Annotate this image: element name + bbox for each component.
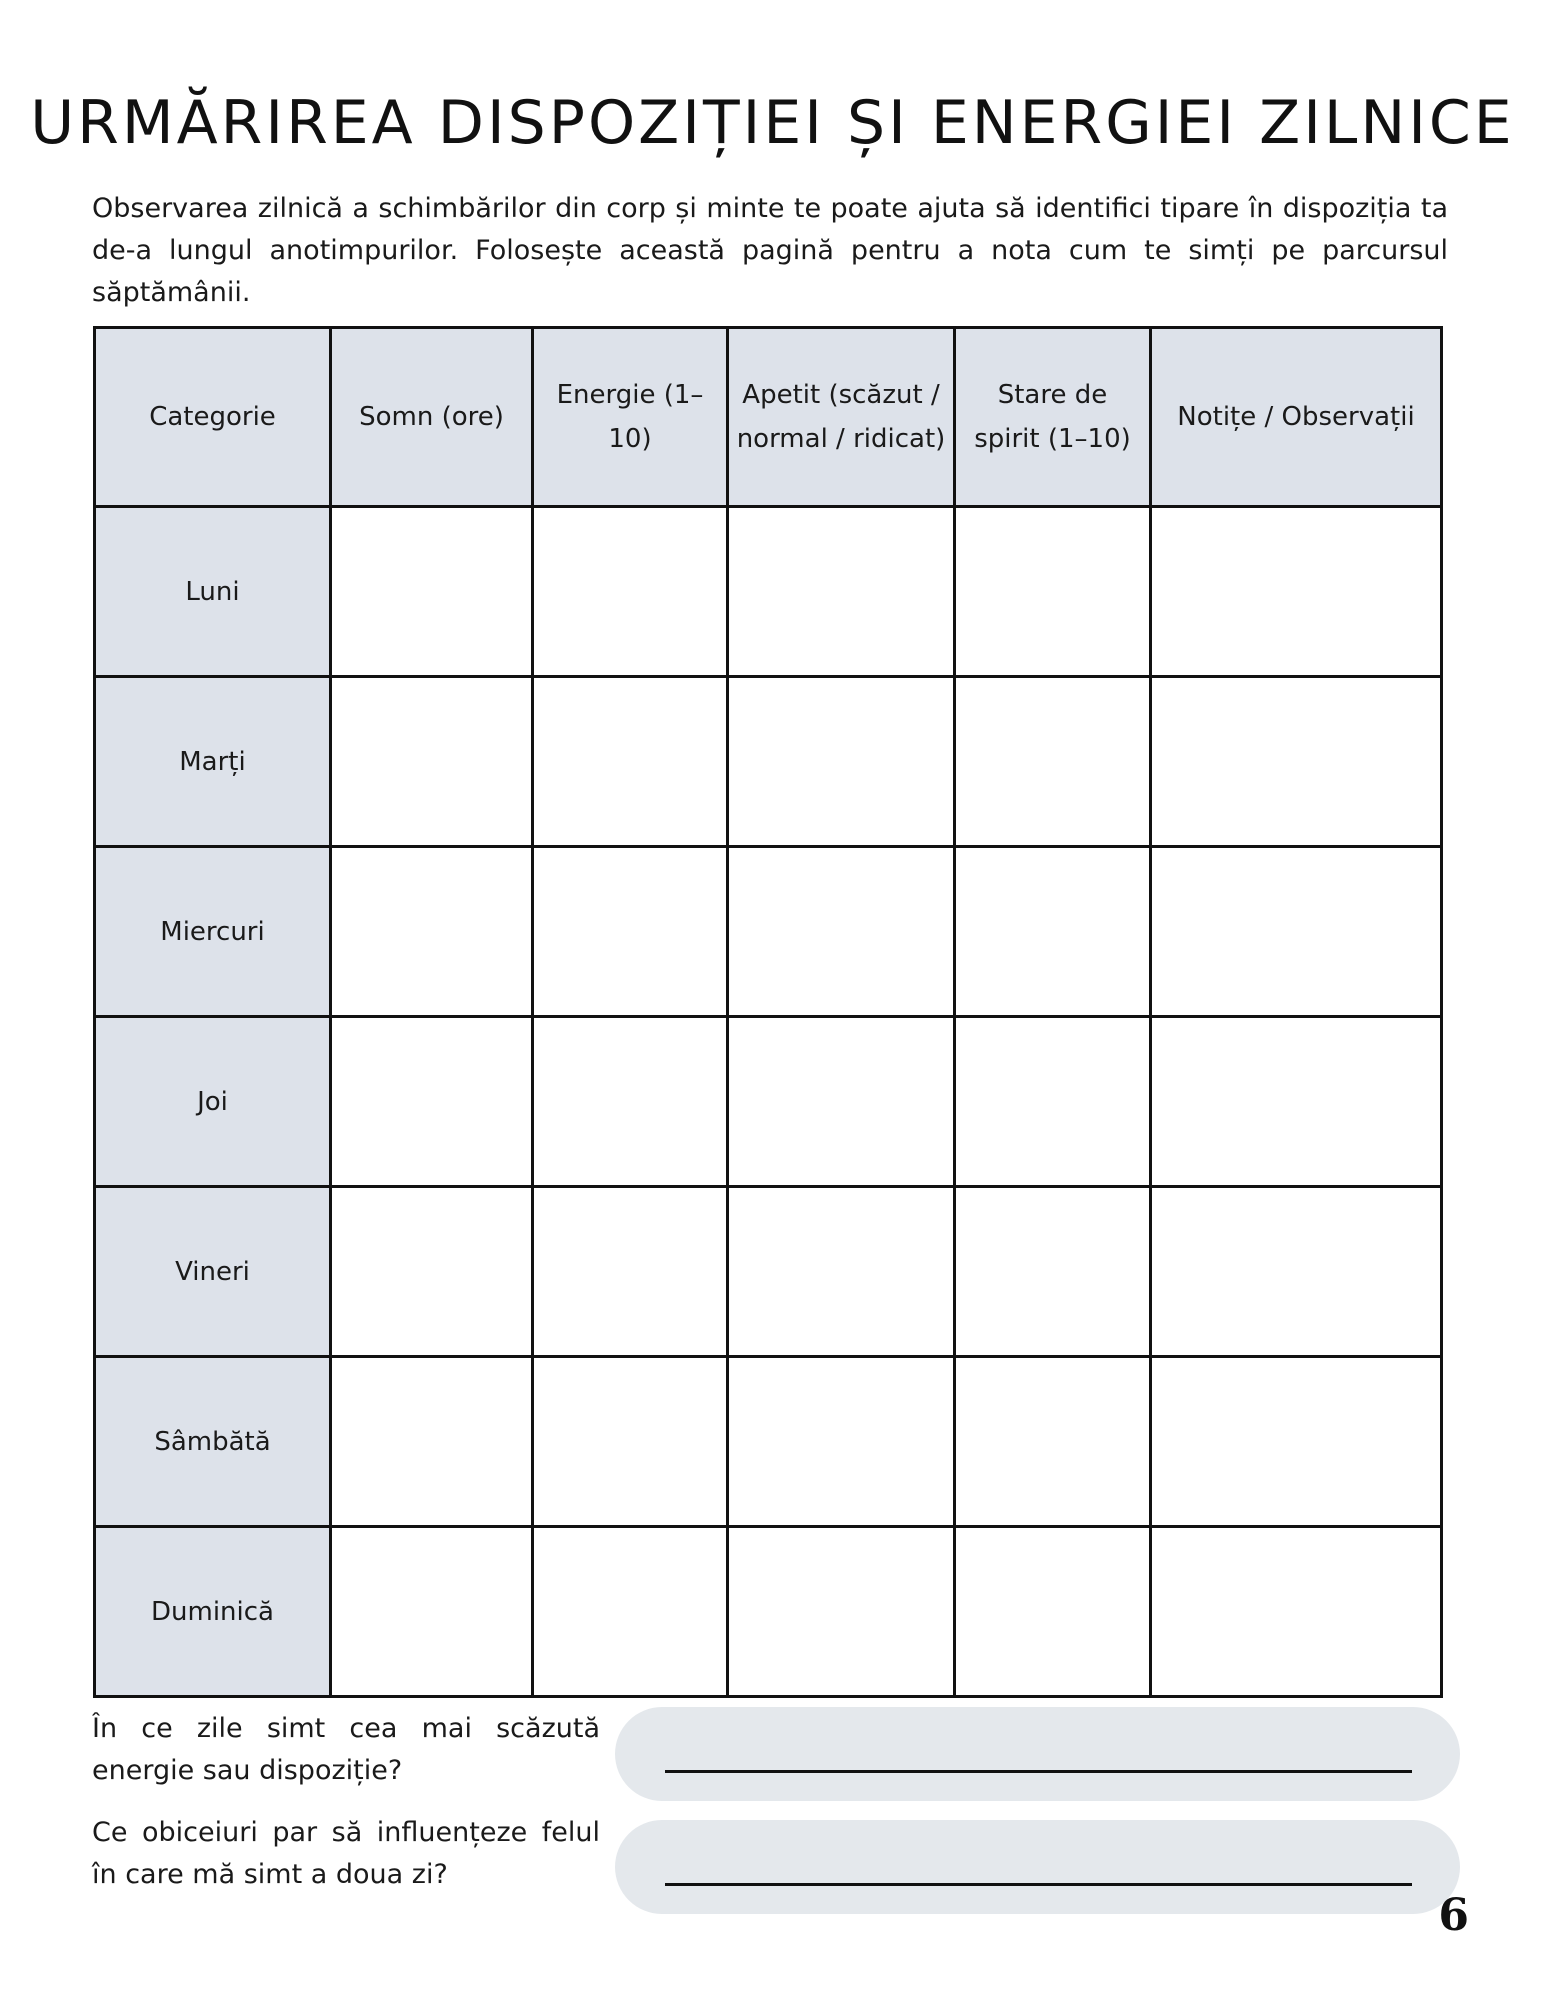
mood-cell[interactable]: [955, 677, 1151, 847]
sleep-cell[interactable]: [331, 1187, 533, 1357]
mood-cell[interactable]: [955, 1357, 1151, 1527]
intro-paragraph: Observarea zilnică a schimbărilor din corp și minte te poate ajuta să identifici tipare în dispoziția ta de-a lungul anotimpurilor. Folosește această pagină pentru a nota cum te simți pe parcursul săptămânii.: [92, 193, 1448, 308]
reflection-question-2: Ce obiceiuri par să influențeze felul în care mă simt a doua zi?: [92, 1817, 600, 1890]
appetite-cell[interactable]: [728, 507, 955, 677]
sleep-cell[interactable]: [331, 1357, 533, 1527]
appetite-cell[interactable]: [728, 847, 955, 1017]
appetite-cell[interactable]: [728, 1357, 955, 1527]
notes-cell[interactable]: [1151, 847, 1442, 1017]
table-header-row: [95, 328, 1442, 507]
header-mood: Stare de spirit (1–10): [955, 328, 1151, 507]
energy-cell[interactable]: [533, 847, 728, 1017]
appetite-cell[interactable]: [728, 677, 955, 847]
answer-field-2[interactable]: [615, 1820, 1460, 1914]
energy-cell[interactable]: [533, 507, 728, 677]
notes-cell[interactable]: [1151, 1187, 1442, 1357]
table-row: [95, 1527, 1442, 1697]
appetite-cell[interactable]: [728, 1187, 955, 1357]
page-title: URMĂRIREA DISPOZIȚIEI ȘI ENERGIEI ZILNICE: [30, 88, 1515, 158]
answer-field-1[interactable]: [615, 1707, 1460, 1801]
energy-cell[interactable]: [533, 1187, 728, 1357]
table-row: [95, 507, 1442, 677]
table-row: [95, 847, 1442, 1017]
page-number: 6: [1438, 1890, 1469, 1941]
sleep-cell[interactable]: [331, 1527, 533, 1697]
header-notes: Notițe / Observații: [1151, 328, 1442, 507]
sleep-cell[interactable]: [331, 507, 533, 677]
notes-cell[interactable]: [1151, 1527, 1442, 1697]
day-label: Sâmbătă: [95, 1357, 331, 1527]
energy-cell[interactable]: [533, 1357, 728, 1527]
notes-cell[interactable]: [1151, 507, 1442, 677]
mood-cell[interactable]: [955, 1187, 1151, 1357]
table-row: [95, 1187, 1442, 1357]
appetite-cell[interactable]: [728, 1017, 955, 1187]
notes-cell[interactable]: [1151, 1017, 1442, 1187]
answer-line: [665, 1770, 1412, 1773]
table-row: [95, 1017, 1442, 1187]
day-label: Joi: [95, 1017, 331, 1187]
header-sleep: Somn (ore): [331, 328, 533, 507]
mood-cell[interactable]: [955, 847, 1151, 1017]
answer-line: [665, 1883, 1412, 1886]
table-row: [95, 1357, 1442, 1527]
energy-cell[interactable]: [533, 1527, 728, 1697]
table-row: [95, 677, 1442, 847]
mood-cell[interactable]: [955, 507, 1151, 677]
day-label: Duminică: [95, 1527, 331, 1697]
appetite-cell[interactable]: [728, 1527, 955, 1697]
header-energy: Energie (1–10): [533, 328, 728, 507]
sleep-cell[interactable]: [331, 847, 533, 1017]
day-label: Luni: [95, 507, 331, 677]
energy-cell[interactable]: [533, 1017, 728, 1187]
sleep-cell[interactable]: [331, 677, 533, 847]
energy-cell[interactable]: [533, 677, 728, 847]
notes-cell[interactable]: [1151, 677, 1442, 847]
mood-cell[interactable]: [955, 1527, 1151, 1697]
day-label: Vineri: [95, 1187, 331, 1357]
reflection-question-1: În ce zile simt cea mai scăzută energie sau dispoziție?: [92, 1713, 600, 1786]
day-label: Marți: [95, 677, 331, 847]
header-appetite: Apetit (scăzut / normal / ridicat): [728, 328, 955, 507]
notes-cell[interactable]: [1151, 1357, 1442, 1527]
header-category: Categorie: [95, 328, 331, 507]
mood-energy-table: [93, 326, 1443, 1698]
mood-cell[interactable]: [955, 1017, 1151, 1187]
sleep-cell[interactable]: [331, 1017, 533, 1187]
day-label: Miercuri: [95, 847, 331, 1017]
